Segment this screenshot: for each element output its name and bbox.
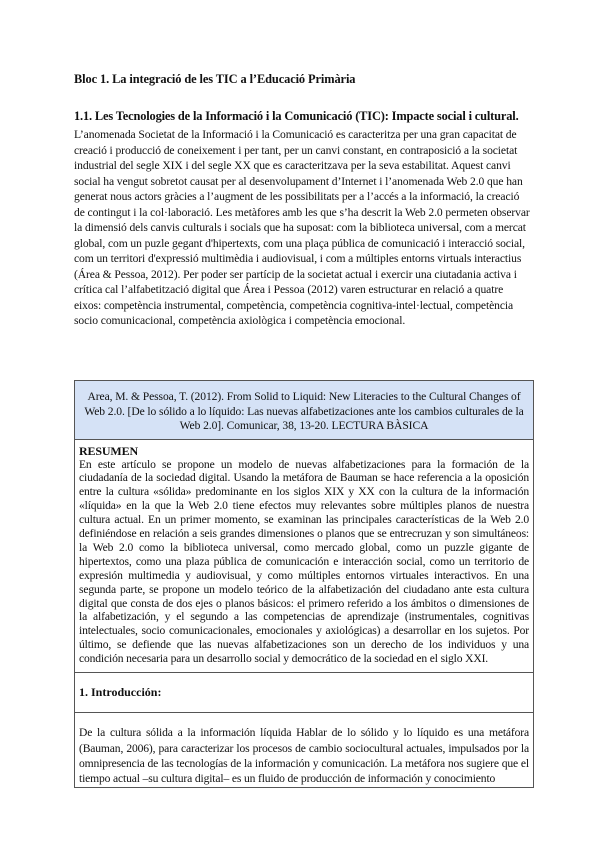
intro-paragraph: L’anomenada Societat de la Informació i la Comunicació es caracteritza per una gran capacitat de creació i producció de coneixement i per tant, per un canvi constant, en contraposició a la societat industrial del segle XIX i del segle XX que es caracteritzava per la seva estabilitat. Aquest canvi social ha vengut sobretot causat per al desenvolupament d’Internet i l’anomenada Web 2.0 que han generat nous actors gràcies a l’augment de les possibilitats per a l’accés a la informació, la creació de contingut i la col·laboració. Les metàfores amb les que s’ha descrit la Web 2.0 permeten observar la dimensió dels canvis culturals i socials que ha suposat: com la biblioteca universal, com a mercat global, com un puzle gegant d'hipertexts, com una plaça pública de comunicació i interacció social, com un territori d'expressió multimèdia i audiovisual, i com a múltiples entorns virtuals interactius (Área & Pessoa, 2012). Per poder ser partícip de la societat actual i exercir una ciutadania activa i crítica cal l’alfabetització digital que Área i Pessoa (2012) varen estructurar en relació a quatre eixos: competència instrumental, competència, competència cognitiva-intel·lectual, competència socio comunicacional, competència axiològica i competència emocional. <box>74 128 530 327</box>
introduction-heading: 1. Introducción: <box>75 673 533 713</box>
reference-table <box>74 380 534 788</box>
bloc-title: Bloc 1. La integració de les TIC a l’Educació Primària <box>74 72 356 86</box>
citation-cell: Area, M. & Pessoa, T. (2012). From Solid to Liquid: New Literacies to the Cultural Changes of Web 2.0. [De lo sólido a lo líquido: Las nuevas alfabetizaciones ante los cambios culturales de la Web 2.0]. Comunicar, 38, 13-20. LECTURA BÀSICA <box>75 381 533 440</box>
section-title: 1.1. Les Tecnologies de la Informació i la Comunicació (TIC): Impacte social i cultural. <box>74 109 519 123</box>
abstract-heading: RESUMEN <box>79 443 138 458</box>
abstract-text: En este artículo se propone un modelo de nuevas alfabetizaciones para la formación de la ciudadanía de la sociedad digital. Usando la metáfora de Bauman se hace referencia a la oposición entre la cultura «sólida» predominante en los siglos XIX y XX con la cultura de la información «líquida» en la que la Web 2.0 tiene efectos muy relevantes sobre múltiples planos de nuestra cultura actual. En un primer momento, se examinan las principales características de la Web 2.0 definiéndose en relación a seis grandes dimensiones o planos que se entrecruzan y son simultáneos: la Web 2.0 como la biblioteca universal, como mercado global, como un puzzle gigante de hipertextos, como una plaza pública de comunicación e interacción social, como un territorio de expresión multimedia y audiovisual, y como múltiples entornos virtuales interactivos. En una segunda parte, se propone un modelo teórico de la alfabetización del ciudadano ante esta cultura digital que consta de dos ejes o planos básicos: el primero referido a los ámbitos o dimensiones de la alfabetización, y el segundo a las competencias de aprendizaje (instrumentales, cognitivas intelectuales, socio comunicacionales, emocionales y axiológicas) a desarrollar en los sujetos. Por último, se defiende que las nuevas alfabetizaciones son un derecho de los individuos y una condición necesaria para un desarrollo social y democrático de la sociedad en el siglo XXI. <box>79 457 529 666</box>
abstract-cell <box>75 440 533 674</box>
introduction-text: De la cultura sólida a la información líquida Hablar de lo sólido y lo líquido es una metáfora (Bauman, 2006), para caracterizar los procesos de cambio sociocultural actuales, impulsados por la omnipresencia de las tecnologías de la información y comunicación. La metáfora nos sugiere que el tiempo actual –su cultura digital– es un fluido de producción de información y conocimiento <box>79 726 529 786</box>
